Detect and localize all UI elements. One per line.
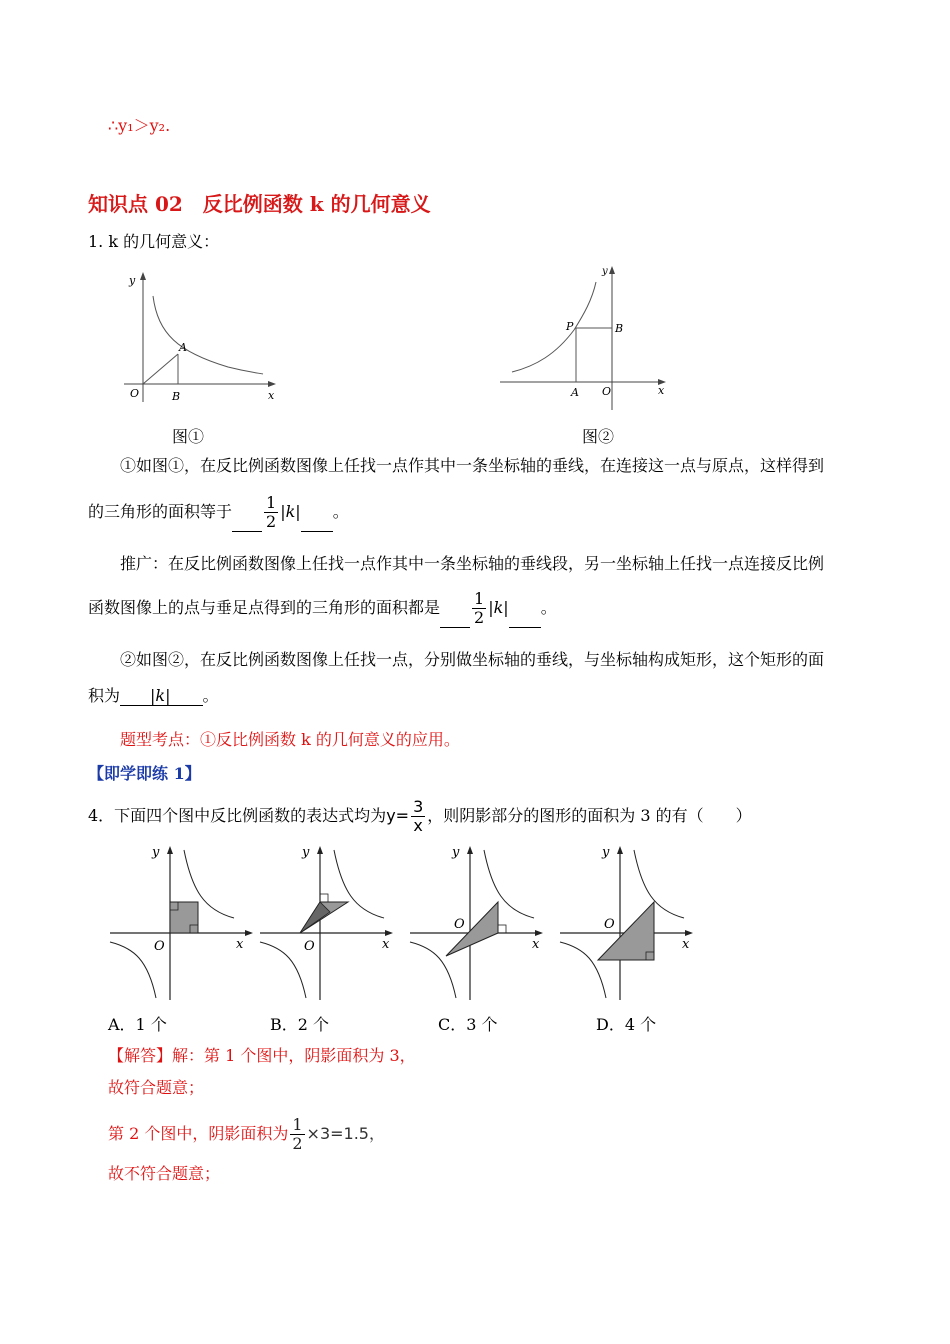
answer-line3 xyxy=(108,1114,385,1154)
graph-d-y-label: y xyxy=(602,845,610,860)
fig2-y-arrow xyxy=(609,266,615,274)
para3-line2-post: 。 xyxy=(202,686,219,705)
conclusion-text xyxy=(108,116,170,136)
graph-b-y-arrow xyxy=(317,846,323,854)
para1-line2 xyxy=(88,492,349,532)
abs-k-1-value: k xyxy=(285,502,296,521)
fig1-y-arrow xyxy=(140,272,146,280)
graph-b-y-label: y xyxy=(302,845,310,860)
graph-c-origin-label: O xyxy=(454,917,465,932)
section-title: 知识点 02 反比例函数 k 的几何意义 xyxy=(88,192,431,216)
para2-line2 xyxy=(88,588,557,628)
formula-frac xyxy=(411,798,425,835)
fig1-b-label: B xyxy=(172,390,181,403)
graph-c-curve-q3 xyxy=(410,942,456,998)
graph-a-y-label: y xyxy=(152,845,160,860)
frac-half-2 xyxy=(472,590,486,627)
answer-line4: 故不符合题意； xyxy=(108,1164,221,1183)
exam-point: 题型考点：①反比例函数 k 的几何意义的应用。 xyxy=(120,730,460,749)
question-4 xyxy=(88,798,752,835)
question-post: ，则阴影部分的图形的面积为 3 的有（ ） xyxy=(427,806,752,825)
graph-c-y-arrow xyxy=(467,846,473,854)
para2-line2-post: 。 xyxy=(540,598,557,617)
graph-a-origin-label: O xyxy=(154,939,165,954)
fig1-y-label: y xyxy=(129,274,136,287)
fig2-caption: 图② xyxy=(582,427,615,446)
graph-c-x-arrow xyxy=(535,930,543,936)
graph-b-x-arrow xyxy=(385,930,393,936)
graph-b-right-angle xyxy=(320,894,328,902)
answer-line2: 故符合题意； xyxy=(108,1078,205,1097)
formula-y: y= xyxy=(386,806,410,825)
para1-line2-pre: 的三角形的面积等于 xyxy=(88,502,233,521)
fig1-caption: 图① xyxy=(172,427,205,446)
fig2-p-label: P xyxy=(566,320,574,333)
fig1-origin-label: O xyxy=(130,387,140,400)
para1-line1: ①如图①，在反比例函数图像上任找一点作其中一条坐标轴的垂线，在连接这一点与原点，这样得到 xyxy=(120,456,825,475)
figure-2 xyxy=(496,262,676,412)
para1-line2-post: 。 xyxy=(332,502,349,521)
question-pre: 4．下面四个图中反比例函数的表达式均为 xyxy=(88,806,387,825)
graph-c-y-label: y xyxy=(452,845,460,860)
abs-k-2-value: k xyxy=(493,598,504,617)
graph-d-x-arrow xyxy=(685,930,693,936)
graph-d-curve-q1 xyxy=(634,850,684,918)
graph-a-y-arrow xyxy=(167,846,173,854)
graph-d-origin-label: O xyxy=(604,917,615,932)
graph-b-curve-q1 xyxy=(334,850,384,918)
fig2-a-label: A xyxy=(571,386,579,399)
graph-a-curve-q3 xyxy=(110,942,156,998)
answer-line1: 【解答】解：第 1 个图中，阴影面积为 3， xyxy=(108,1046,416,1065)
graph-a-x-arrow xyxy=(245,930,253,936)
graph-b-curve-q3 xyxy=(260,942,306,998)
graph-d-x-label: x xyxy=(682,937,690,952)
fig1-oa-line xyxy=(143,354,178,384)
blank-3b xyxy=(171,705,203,706)
fig1-curve xyxy=(153,296,263,374)
graph-a-x-label: x xyxy=(236,937,244,952)
graph-b-origin-label: O xyxy=(304,939,315,954)
fig2-origin-label: O xyxy=(602,385,612,398)
graph-a xyxy=(110,845,253,1000)
frac-half-1-num: 1 xyxy=(266,493,277,512)
blank-3a xyxy=(120,705,150,706)
para2-line2-pre: 函数图像上的点与垂足点得到的三角形的面积都是 xyxy=(88,598,441,617)
blank-1b xyxy=(301,531,333,532)
frac-half-2-num: 1 xyxy=(474,589,485,608)
formula-num: 3 xyxy=(413,797,424,816)
graph-c-right-angle xyxy=(498,925,506,933)
graph-d xyxy=(560,845,693,1000)
frac-half-1 xyxy=(264,494,278,531)
answer-line3-post: ×3=1.5， xyxy=(306,1124,385,1143)
fig2-x-label: x xyxy=(658,384,665,397)
option-b: B．2 个 xyxy=(270,1015,330,1034)
option-graphs xyxy=(104,840,704,1005)
fig2-y-label: y xyxy=(602,266,608,277)
fig1-a-label: A xyxy=(179,341,187,354)
graph-c-curve-q1 xyxy=(484,850,534,918)
para3-line2 xyxy=(88,686,219,706)
abs-k-3: |k| xyxy=(150,686,171,705)
fig1-x-label: x xyxy=(268,389,275,402)
point1-heading: 1. k 的几何意义： xyxy=(88,232,220,251)
answer-frac-num: 1 xyxy=(292,1115,303,1134)
option-a: A．1 个 xyxy=(108,1015,167,1034)
answer-frac-den: 2 xyxy=(292,1134,303,1153)
fig2-b-label: B xyxy=(615,322,624,335)
answer-line3-pre: 第 2 个图中，阴影面积为 xyxy=(108,1124,289,1143)
para3-line2-pre: 积为 xyxy=(88,686,121,705)
figure-1 xyxy=(118,262,288,412)
practice-heading: 【即学即练 1】 xyxy=(88,764,201,783)
graph-a-shaded-rect xyxy=(170,902,198,933)
graph-d-curve-q3 xyxy=(560,942,606,998)
para3-line1: ②如图②，在反比例函数图像上任找一点，分别做坐标轴的垂线，与坐标轴构成矩形，这个矩形的面 xyxy=(120,650,825,669)
graph-c xyxy=(410,845,543,1000)
fig1-x-arrow xyxy=(268,381,276,387)
option-d: D．4 个 xyxy=(596,1015,657,1034)
graph-b xyxy=(260,845,393,1000)
answer-frac xyxy=(290,1116,304,1153)
blank-2a xyxy=(440,627,470,628)
abs-k-3-value: k xyxy=(155,686,166,705)
graph-c-x-label: x xyxy=(532,937,540,952)
fig2-curve xyxy=(512,282,596,372)
frac-half-1-den: 2 xyxy=(266,512,277,531)
graph-d-y-arrow xyxy=(617,846,623,854)
frac-half-2-den: 2 xyxy=(474,608,485,627)
blank-2b xyxy=(509,627,541,628)
abs-k-2: |k| xyxy=(488,598,509,617)
graph-b-x-label: x xyxy=(382,937,390,952)
option-c: C．3 个 xyxy=(438,1015,498,1034)
blank-1a xyxy=(232,531,262,532)
abs-k-1: |k| xyxy=(280,502,301,521)
para2-line1: 推广：在反比例函数图像上任找一点作其中一条坐标轴的垂线段，另一坐标轴上任找一点连接反比例 xyxy=(120,554,825,573)
conclusion-value: ∴y₁＞y₂. xyxy=(108,116,171,135)
formula-den: x xyxy=(413,816,423,835)
